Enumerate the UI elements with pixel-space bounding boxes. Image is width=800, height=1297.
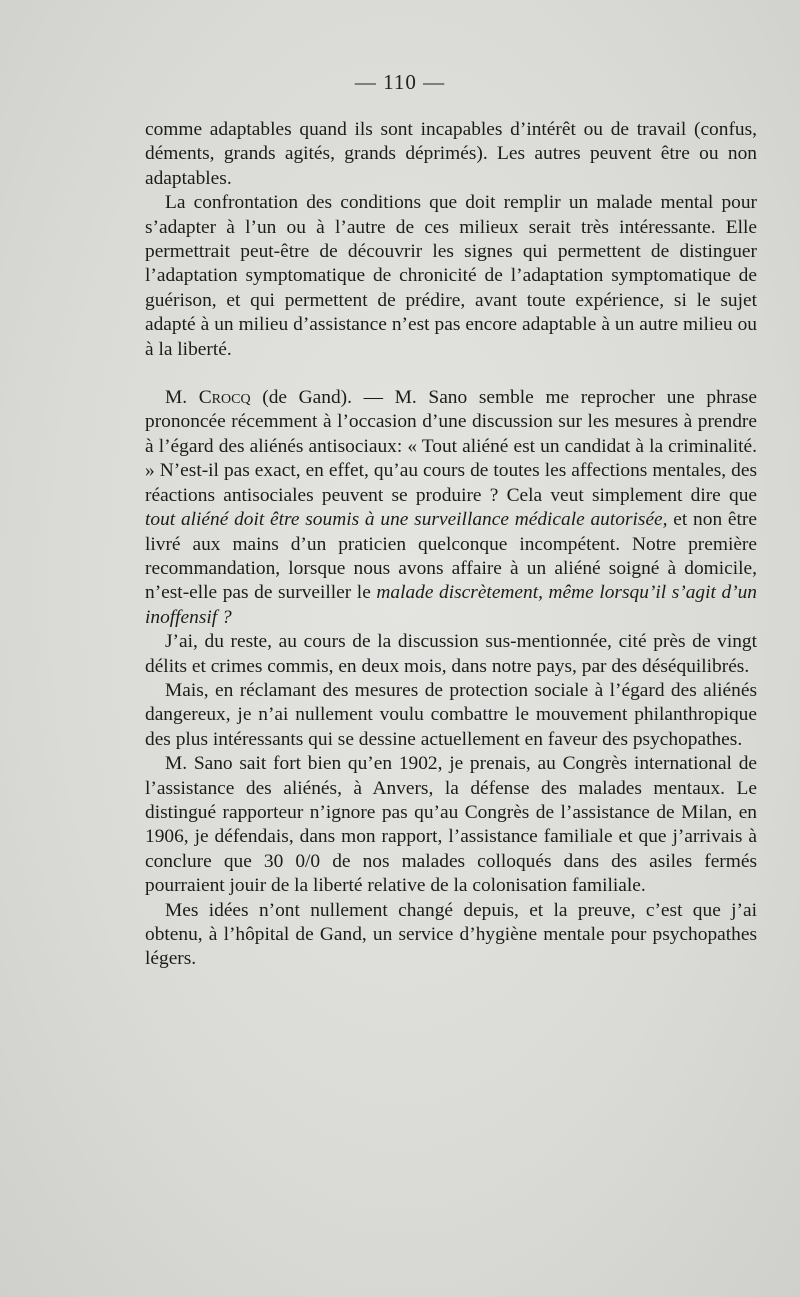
speaker-name: M. Crocq [165,387,251,409]
body-text [145,118,757,972]
paragraph-2: La confrontation des conditions que doit remplir un malade mental pour s’adapter à l’un ou à l’autre de ces milieux serait très intéressante. Elle permettrait peut-être de découvrir les signes qui permettent de distinguer l’adaptation symptomatique de chronicité de l’adaptation symptomatique de guérison, et qui permettent de prédire, avant toute expérience, si le sujet adapté à un milieu d’assistance n’est pas encore adaptable à un autre milieu ou à la liberté. [145,192,757,360]
paragraph-5: Mais, en réclamant des mesures de protection sociale à l’égard des aliénés dangereux, je n’ai nullement voulu combattre le mouvement philanthropique des plus intéressants qui se dessine actuellement en faveur des psychopathes. [145,679,757,750]
italic-phrase-2: malade discrètement, même lorsqu’il s’agit d’un inoffensif ? [145,582,757,628]
paragraph-3-part-2: et non être livré aux mains d’un praticien quelconque incompétent. Notre première recommandation, lorsque nous avons affaire à un aliéné soigné à domicile, n’est-elle pas de surveiller le [145,509,757,604]
paragraph-6: M. Sano sait fort bien qu’en 1902, je prenais, au Congrès international de l’assistance des aliénés, à Anvers, la défense des malades mentaux. Le distingué rapporteur n’ignore pas qu’au Congrès de l’assistance de Milan, en 1906, je défendais, dans mon rapport, l’assistance familiale et que j’arrivais à conclure que 30 0/0 de nos malades colloqués dans des asiles fermés pourraient jouir de la liberté relative de la colonisation familiale. [145,753,757,897]
paragraph-3 [145,386,757,630]
italic-phrase-1: tout aliéné doit être soumis à une surveillance médicale autorisée, [145,509,668,531]
paragraph-7: Mes idées n’ont nullement changé depuis, et la preuve, c’est que j’ai obtenu, à l’hôpital de Gand, un service d’hygiène mentale pour psychopathes légers. [145,899,757,970]
paragraph-4: J’ai, du reste, au cours de la discussion sus-mentionnée, cité près de vingt délits et crimes commis, en deux mois, dans notre pays, par des déséquilibrés. [145,631,757,677]
paragraph-1: comme adaptables quand ils sont incapables d’intérêt ou de travail (confus, déments, grands agités, grands déprimés). Les autres peuvent être ou non adaptables. [145,119,757,189]
page-number: — 110 — [354,70,446,94]
paragraph-3-part-1: (de Gand). — M. Sano semble me reprocher une phrase prononcée récemment à l’occasion d’une discussion sur les mesures à prendre à l’égard des aliénés antisociaux: « Tout aliéné est un candidat à la criminalité. » N’est-il pas exact, en effet, qu’au cours de toutes les affections mentales, des réactions antisociales peuvent se produire ? Cela veut simplement dire que [145,387,757,506]
